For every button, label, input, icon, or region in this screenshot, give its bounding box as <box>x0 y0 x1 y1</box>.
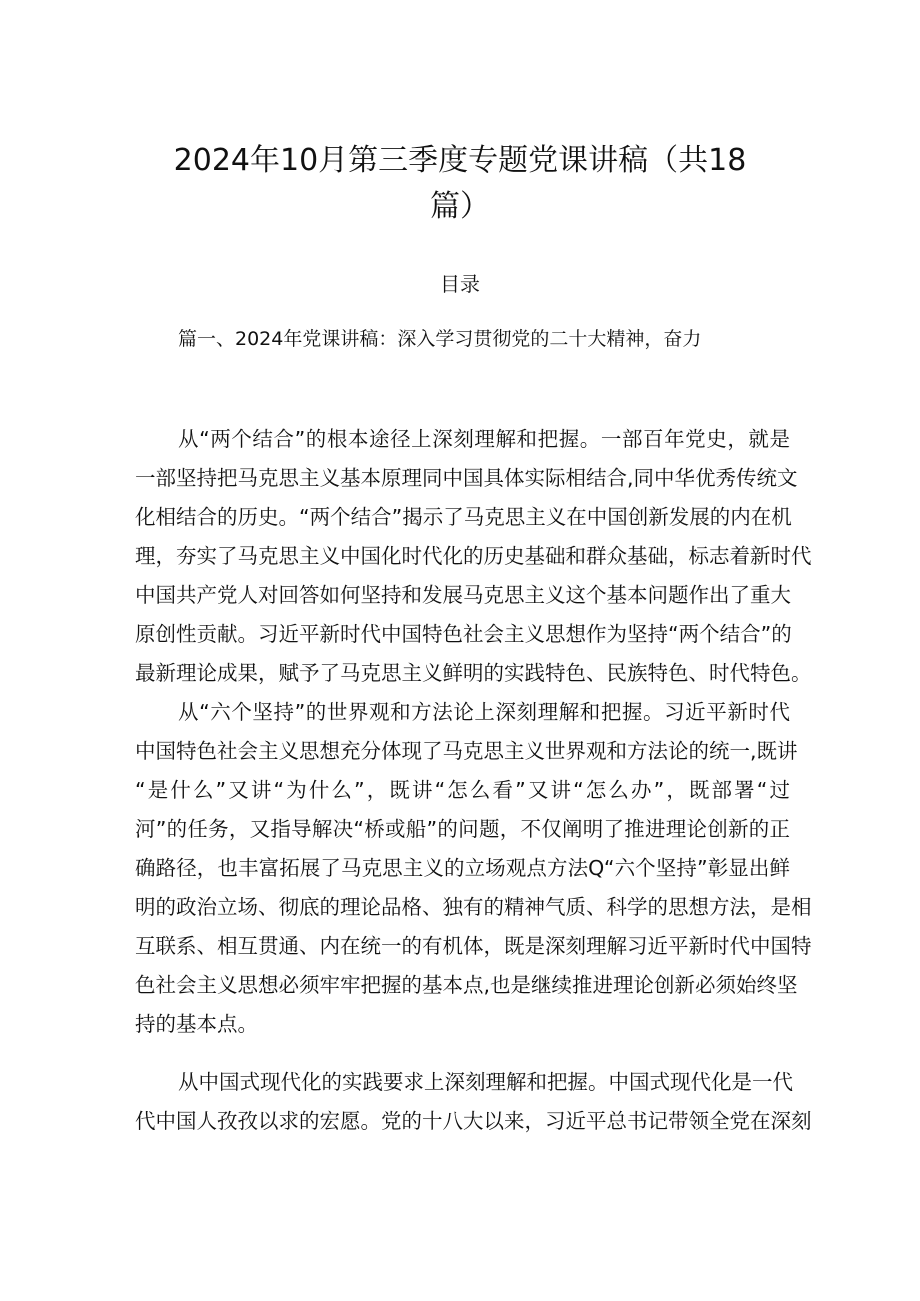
body-line: 持的基本点。 <box>135 1012 258 1036</box>
body-line: 色社会主义思想必须牢牢把握的基本点,也是继续推进理论创新必须始终坚 <box>135 973 798 997</box>
toc-item: 篇一、2024年党课讲稿：深入学习贯彻党的二十大精神，奋力 <box>178 328 702 350</box>
body-line: 从中国式现代化的实践要求上深刻理解和把握。中国式现代化是一代 <box>178 1070 793 1094</box>
body-line: 最新理论成果，赋予了马克思主义鲜明的实践特色、民族特色、时代特色。 <box>135 661 812 685</box>
body-line: 代中国人孜孜以求的宏愿。党的十八大以来，习近平总书记带领全党在深刻 <box>135 1109 812 1133</box>
body-line: 河”的任务，又指导解决“桥或船”的问题，不仅阐明了推进理论创新的正 <box>135 817 790 841</box>
document-title-line-1: 2024年10月第三季度专题党课讲稿（共18 <box>173 143 747 178</box>
toc-heading: 目录 <box>440 272 480 296</box>
body-line: “是什么”又讲“为什么”，既讲“怎么看”又讲“怎么办”，既部署“过 <box>135 778 790 802</box>
body-line: 中国特色社会主义思想充分体现了马克思主义世界观和方法论的统一,既讲 <box>135 739 798 763</box>
body-line: 化相结合的历史。“两个结合”揭示了马克思主义在中国创新发展的内在机 <box>135 505 792 529</box>
body-line: 确路径，也丰富拓展了马克思主义的立场观点方法Q“六个坚持”彰显出鲜 <box>135 856 790 880</box>
body-line: 从“两个结合”的根本途径上深刻理解和把握。一部百年党史，就是 <box>178 427 790 451</box>
body-line: 一部坚持把马克思主义基本原理同中国具体实际相结合,同中华优秀传统文 <box>135 466 798 490</box>
body-line: 中国共产党人对回答如何坚持和发展马克思主义这个基本问题作出了重大 <box>135 583 791 607</box>
body-line: 原创性贡献。习近平新时代中国特色社会主义思想作为坚持“两个结合”的 <box>135 622 792 646</box>
body-line: 明的政治立场、彻底的理论品格、独有的精神气质、科学的思想方法，是相 <box>135 895 812 919</box>
document-title-line-2: 篇） <box>430 189 490 224</box>
body-line: 从“六个坚持”的世界观和方法论上深刻理解和把握。习近平新时代 <box>178 700 790 724</box>
body-line: 理，夯实了马克思主义中国化时代化的历史基础和群众基础，标志着新时代 <box>135 544 812 568</box>
body-line: 互联系、相互贯通、内在统一的有机体，既是深刻理解习近平新时代中国特 <box>135 934 812 958</box>
